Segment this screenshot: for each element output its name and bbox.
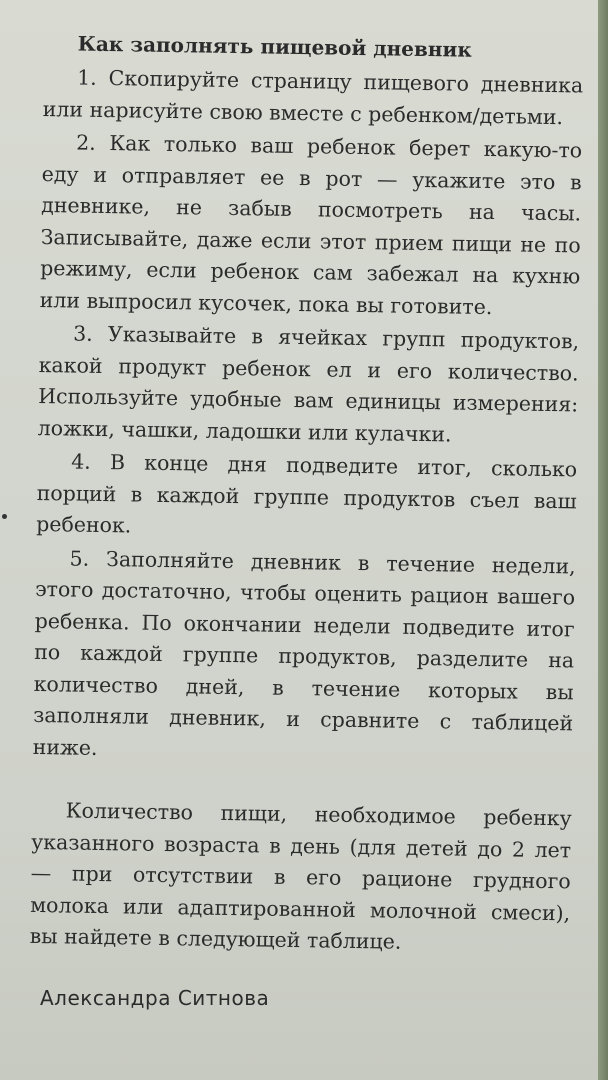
step-3: 3. Указывайте в ячейках групп продуктов, какой продукт ребенок ел и его количество. Используйте удобные вам единицы измерения: ложки, чашки, ладошки или кулачки.: [37, 321, 580, 446]
step-2: 2. Как только ваш ребенок берет какую-то еду и отправляет ее в рот — укажите это в дневнике, не забыв посмотреть на часы. Записывайте, даже если этот прием пищи не по режиму, если ребенок сам забежал на кухню или выпросил кусочек, пока вы готовите.: [39, 130, 583, 319]
step-5: 5. Заполняйте дневник в течение недели, этого достаточно, чтобы оценить рацион вашего ребенка. По окончании недели подведите итог по каждой группе продуктов, разделите на количество дней, в течение которых вы заполняли дневник, и сравните с таблицей ниже.: [32, 545, 576, 760]
author-footer: Александра Ситнова: [40, 986, 270, 1010]
step-1: 1. Скопируйте страницу пищевого дневника или нарисуйте свою вместе с ребенком/детьми.: [42, 65, 584, 129]
table-intro-paragraph: Количество пищи, необходимое ребенку указанного возраста в день (для детей до 2 лет — при отсутствии в его рационе грудного молока или адаптированной молочной смеси), вы найдете в следующей таблице.: [29, 798, 572, 954]
page-content: [29, 28, 583, 961]
step-4: 4. В конце дня подведите итог, сколько порций в каждой группе продуктов съел ваш ребенок.: [36, 449, 578, 538]
page-edge-shadow: [598, 0, 608, 1080]
margin-dot: [2, 514, 7, 519]
section-heading: Как заполнять пищевой дневник: [77, 31, 472, 62]
